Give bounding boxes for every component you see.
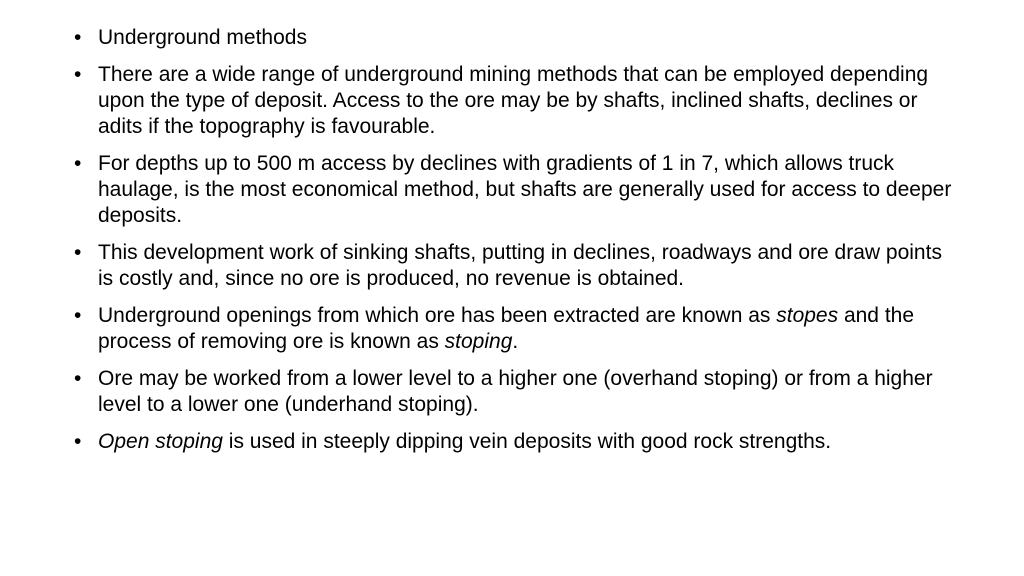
bullet-text xyxy=(98,304,914,353)
bullet-text: For depths up to 500 m access by declines with gradients of 1 in 7, which allows truck haulage, is the most economical method, but shafts are generally used for access to deeper deposits. xyxy=(98,152,952,227)
bullet-text-part: is used in steeply dipping vein deposits with good rock strengths. xyxy=(222,430,832,453)
bullet-icon: • xyxy=(74,430,82,453)
bullet-icon: • xyxy=(74,63,82,86)
bullet-text-part: Underground openings from which ore has been extracted are known as xyxy=(98,304,777,327)
bullet-text xyxy=(98,430,831,453)
bullet-item-underground-methods xyxy=(74,25,954,51)
term-open-stoping: Open stoping xyxy=(98,430,223,453)
bullet-text-part: and the process of removing ore is known as xyxy=(98,304,915,353)
bullet-text-part: . xyxy=(512,330,519,353)
bullet-item-overhand-underhand xyxy=(74,366,954,418)
bullet-text: Underground methods xyxy=(98,26,307,49)
bullet-icon: • xyxy=(74,241,82,264)
term-stopes: stopes xyxy=(776,304,839,327)
bullet-icon: • xyxy=(74,367,82,390)
bullet-text: Ore may be worked from a lower level to a higher one (overhand stoping) or from a higher level to a lower one (underhand stoping). xyxy=(98,367,933,416)
bullet-text: This development work of sinking shafts, putting in declines, roadways and ore draw points is costly and, since no ore is produced, no revenue is obtained. xyxy=(98,241,942,290)
bullet-icon: • xyxy=(74,26,82,49)
bullet-list xyxy=(74,25,954,466)
bullet-icon: • xyxy=(74,304,82,327)
bullet-item-range-of-methods xyxy=(74,62,954,140)
bullet-item-stopes xyxy=(74,303,954,355)
bullet-icon: • xyxy=(74,152,82,175)
term-stoping: stoping xyxy=(444,330,513,353)
bullet-item-depths-declines xyxy=(74,151,954,229)
bullet-item-open-stoping xyxy=(74,429,954,455)
bullet-text: There are a wide range of underground mining methods that can be employed depending upon the type of deposit. Access to the ore may be by shafts, inclined shafts, declines or adits if the topography is favourable. xyxy=(98,63,929,138)
bullet-item-development-work xyxy=(74,240,954,292)
